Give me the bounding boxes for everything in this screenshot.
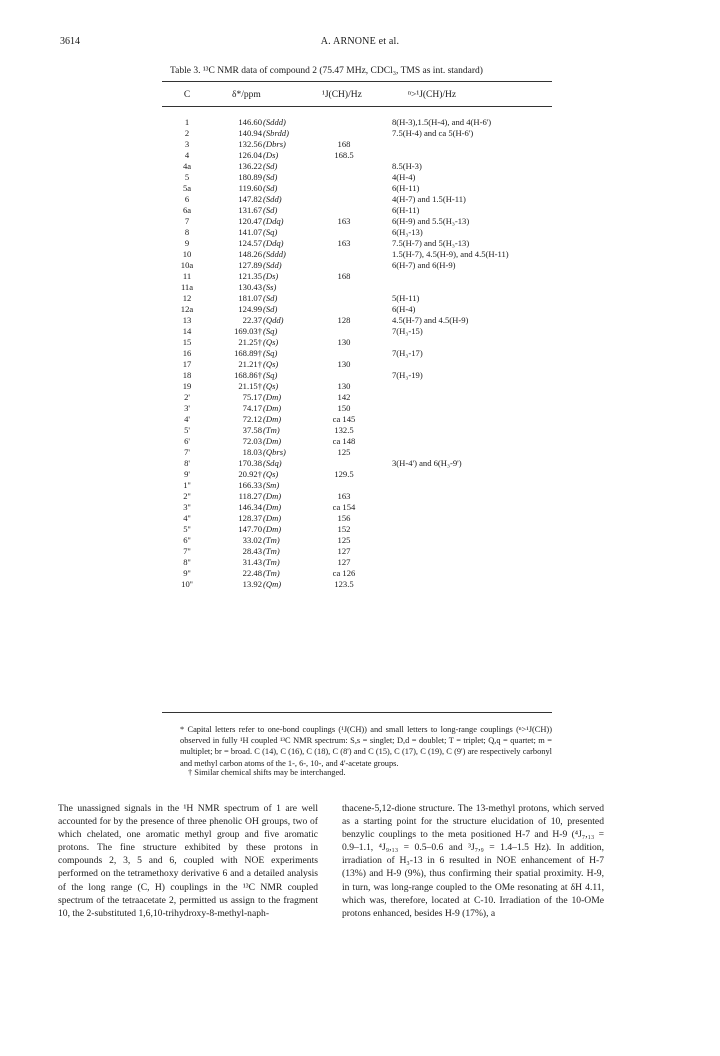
one-bond-j-cell: 130 [337,359,351,369]
shift-cell: 124.57 [238,238,262,248]
multiplicity-cell: (Dm) [263,414,282,424]
multiplicity-cell: (Qs) [263,337,279,347]
one-bond-j-cell: ca 126 [332,568,356,578]
long-range-j-cell: 6(H-7) and 6(H-9) [392,260,456,270]
long-range-j-cell: 1.5(H-7), 4.5(H-9), and 4.5(H-11) [392,249,509,259]
shift-cell: 166.33 [238,480,262,490]
one-bond-j-cell: 168 [337,271,351,281]
column-header-carbon: C [183,90,191,100]
shift-cell: 21.25† [238,337,262,347]
shift-cell: 148.26 [238,249,262,259]
shift-cell: 13.92 [242,579,262,589]
multiplicity-cell: (Ddq) [263,238,284,248]
multiplicity-cell: (Sd) [263,183,278,193]
multiplicity-cell: (Qbrs) [263,447,286,457]
carbon-cell: 11 [182,271,192,281]
one-bond-j-cell: 125 [337,535,351,545]
carbon-cell: 2'' [183,491,191,501]
one-bond-j-cell: 152 [337,524,351,534]
long-range-j-cell: 7(H₃-19) [392,370,423,380]
table-top-rule [162,81,552,82]
shift-cell: 21.15† [238,381,262,391]
shift-cell: 169.03† [234,326,262,336]
one-bond-j-cell: 127 [337,546,351,556]
shift-cell: 128.37 [238,513,262,523]
multiplicity-cell: (Dbrs) [263,139,286,149]
one-bond-j-cell: ca 145 [332,414,356,424]
long-range-j-cell: 3(H-4') and 6(H₃-9') [392,458,462,468]
shift-cell: 74.17 [242,403,262,413]
carbon-cell: 8' [184,458,190,468]
shift-cell: 21.21† [238,359,262,369]
multiplicity-cell: (Dm) [263,524,282,534]
table-footnote-dagger: † Similar chemical shifts may be interchanged. [188,768,346,777]
multiplicity-cell: (Sd) [263,304,278,314]
carbon-cell: 4' [184,414,190,424]
column-header-shift: δ*/ppm [232,90,261,100]
shift-cell: 31.43 [242,557,262,567]
shift-cell: 33.02 [242,535,262,545]
shift-cell: 127.89 [238,260,262,270]
long-range-j-cell: 7.5(H-7) and 5(H₃-13) [392,238,470,248]
carbon-cell: 8 [184,227,190,237]
multiplicity-cell: (Sddd) [263,249,286,259]
column-header-one-bond-j: ¹J(CH)/Hz [322,90,362,100]
multiplicity-cell: (Ddq) [263,216,284,226]
carbon-cell: 10a [180,260,194,270]
multiplicity-cell: (Sd) [263,161,278,171]
carbon-cell: 13 [182,315,192,325]
shift-cell: 146.34 [238,502,262,512]
long-range-j-cell: 7.5(H-4) and ca 5(H-6') [392,128,474,138]
carbon-cell: 5a [182,183,192,193]
multiplicity-cell: (Sd) [263,205,278,215]
shift-cell: 20.92† [238,469,262,479]
multiplicity-cell: (Sd) [263,172,278,182]
shift-cell: 72.03 [242,436,262,446]
multiplicity-cell: (Tm) [263,568,280,578]
shift-cell: 170.38 [238,458,262,468]
multiplicity-cell: (Sm) [263,480,280,490]
one-bond-j-cell: 128 [337,315,351,325]
body-text-right-column: thacene-5,12-dione structure. The 13-methyl protons, which served as a starting point for the structure elucidation of 10, presented benzylic couplings to the meta positioned H-7 and H-9 (⁴J₇,₁₃ = 0.9–1.1, ⁴J₉,₁₃ = 0.5–0.6 and ³J₇,₉ = 1.4–1.5 Hz). In addition, irradiation of H₃-13 in 6 resulted in NOE enhancement of H-7 (13%) and H-9 (9%), thus confirming their spatial proximity. H-9, in turn, was long-range coupled to the OMe resonating at δH 4.11, which was, therefore, located at C-10. Irradiation of the 10-OMe protons enhanced, besides H-9 (17%), a [342,803,604,919]
one-bond-j-cell: 129.5 [334,469,354,479]
carbon-cell: 12a [180,304,194,314]
carbon-cell: 19 [182,381,192,391]
multiplicity-cell: (Qdd) [263,315,284,325]
carbon-cell: 9' [184,469,190,479]
one-bond-j-cell: 142 [337,392,351,402]
multiplicity-cell: (Qm) [263,579,282,589]
shift-cell: 37.58 [242,425,262,435]
body-text-left-column: The unassigned signals in the ¹H NMR spectrum of 1 are well accounted for by the presence of three phenolic OH groups, two of which chelated, one aromatic methyl group and five aromatic protons. The fine structure exhibited by these protons in compounds 2, 3, 5 and 6, coupled with NOE experiments performed on the tetramethoxy derivative 6 and a detailed analysis of the long range (C, H) couplings in the ¹³C NMR coupled spectrum of the tetraacetate 2, permitted us assign to the fragment 10, the 2-substituted 1,6,10-trihydroxy-8-methyl-naph- [58,803,318,919]
one-bond-j-cell: 132.5 [334,425,354,435]
carbon-cell: 6a [182,205,192,215]
one-bond-j-cell: 163 [337,216,351,226]
multiplicity-cell: (Qs) [263,381,279,391]
multiplicity-cell: (Dm) [263,491,282,501]
carbon-cell: 2 [184,128,190,138]
one-bond-j-cell: 127 [337,557,351,567]
shift-cell: 28.43 [242,546,262,556]
carbon-cell: 1'' [183,480,191,490]
long-range-j-cell: 7(H₃-15) [392,326,423,336]
shift-cell: 119.60 [238,183,262,193]
long-range-j-cell: 7(H₃-17) [392,348,423,358]
shift-cell: 121.35 [238,271,262,281]
shift-cell: 140.94 [238,128,262,138]
carbon-cell: 6 [184,194,190,204]
long-range-j-cell: 6(H-4) [392,304,416,314]
multiplicity-cell: (Qs) [263,359,279,369]
one-bond-j-cell: 168.5 [334,150,354,160]
carbon-cell: 17 [182,359,192,369]
one-bond-j-cell: 125 [337,447,351,457]
multiplicity-cell: (Dm) [263,436,282,446]
multiplicity-cell: (Sdd) [263,260,282,270]
carbon-cell: 1 [184,117,190,127]
multiplicity-cell: (Tm) [263,425,280,435]
one-bond-j-cell: 130 [337,337,351,347]
carbon-cell: 14 [182,326,192,336]
page-number: 3614 [60,36,80,47]
running-head: A. ARNONE et al. [320,36,400,47]
one-bond-j-cell: 156 [337,513,351,523]
shift-cell: 18.03 [242,447,262,457]
page-header [0,36,720,50]
carbon-cell: 10 [182,249,192,259]
table-footnote: * Capital letters refer to one-bond couplings (¹J(CH)) and small letters to long-range couplings (ⁿ>¹J(CH)) observed in fully ¹H coupled ¹³C NMR spectrum: S,s = singlet; D,d = doublet; T = triplet; Q,q = quartet; m = multiplet; br = broad. C (14), C (16), C (18), C (8') and C (15), C (17), C (19), C (9') are respectively carbonyl and methyl carbon atoms of the 1-, 6-, 10-, and 4'-acetate groups. [180,725,552,768]
carbon-cell: 4a [182,161,192,171]
shift-cell: 136.22 [238,161,262,171]
long-range-j-cell: 6(H-9) and 5.5(H₃-13) [392,216,470,226]
multiplicity-cell: (Qs) [263,469,279,479]
one-bond-j-cell: 163 [337,238,351,248]
carbon-cell: 15 [182,337,192,347]
multiplicity-cell: (Sddd) [263,117,286,127]
shift-cell: 147.70 [238,524,262,534]
carbon-cell: 16 [182,348,192,358]
shift-cell: 124.99 [238,304,262,314]
multiplicity-cell: (Ss) [263,282,277,292]
long-range-j-cell: 5(H-11) [392,293,420,303]
table-header-rule [162,106,552,107]
carbon-cell: 3' [184,403,190,413]
long-range-j-cell: 8(H-3),1.5(H-4), and 4(H-6') [392,117,492,127]
carbon-cell: 7'' [183,546,191,556]
shift-cell: 131.67 [238,205,262,215]
carbon-cell: 5'' [183,524,191,534]
shift-cell: 120.47 [238,216,262,226]
multiplicity-cell: (Sdq) [263,458,282,468]
carbon-cell: 12 [182,293,192,303]
shift-cell: 126.04 [238,150,262,160]
long-range-j-cell: 8.5(H-3) [392,161,422,171]
shift-cell: 118.27 [238,491,262,501]
multiplicity-cell: (Tm) [263,535,280,545]
multiplicity-cell: (Dm) [263,502,282,512]
long-range-j-cell: 6(H-11) [392,183,420,193]
one-bond-j-cell: ca 148 [332,436,356,446]
multiplicity-cell: (Sd) [263,293,278,303]
carbon-cell: 7 [184,216,190,226]
carbon-cell: 7' [184,447,190,457]
carbon-cell: 18 [182,370,192,380]
shift-cell: 147.82 [238,194,262,204]
shift-cell: 180.89 [238,172,262,182]
shift-cell: 141.07 [238,227,262,237]
carbon-cell: 5 [184,172,190,182]
shift-cell: 181.07 [238,293,262,303]
long-range-j-cell: 4(H-4) [392,172,416,182]
table-caption: Table 3. ¹³C NMR data of compound 2 (75.47 MHz, CDCl₃, TMS as int. standard) [170,66,483,76]
long-range-j-cell: 4(H-7) and 1.5(H-11) [392,194,466,204]
shift-cell: 132.56 [238,139,262,149]
carbon-cell: 6'' [183,535,191,545]
multiplicity-cell: (Dm) [263,513,282,523]
shift-cell: 146.60 [238,117,262,127]
carbon-cell: 6' [184,436,190,446]
multiplicity-cell: (Tm) [263,557,280,567]
one-bond-j-cell: 130 [337,381,351,391]
table-bottom-rule [162,712,552,713]
multiplicity-cell: (Ds) [263,150,279,160]
shift-cell: 168.86† [234,370,262,380]
shift-cell: 130.43 [238,282,262,292]
carbon-cell: 9 [184,238,190,248]
multiplicity-cell: (Sq) [263,348,278,358]
multiplicity-cell: (Dm) [263,392,282,402]
one-bond-j-cell: 123.5 [334,579,354,589]
multiplicity-cell: (Sq) [263,326,278,336]
long-range-j-cell: 6(H-11) [392,205,420,215]
carbon-cell: 10'' [181,579,193,589]
carbon-cell: 11a [180,282,194,292]
shift-cell: 22.37 [242,315,262,325]
column-header-long-range-j: ⁿ>¹J(CH)/Hz [408,90,457,100]
one-bond-j-cell: 163 [337,491,351,501]
multiplicity-cell: (Dm) [263,403,282,413]
carbon-cell: 2' [184,392,190,402]
multiplicity-cell: (Sbrdd) [263,128,289,138]
carbon-cell: 9'' [183,568,191,578]
multiplicity-cell: (Ds) [263,271,279,281]
carbon-cell: 4 [184,150,190,160]
shift-cell: 22.48 [242,568,262,578]
multiplicity-cell: (Sdd) [263,194,282,204]
one-bond-j-cell: 168 [337,139,351,149]
carbon-cell: 5' [184,425,190,435]
carbon-cell: 8'' [183,557,191,567]
multiplicity-cell: (Sq) [263,370,278,380]
long-range-j-cell: 4.5(H-7) and 4.5(H-9) [392,315,469,325]
one-bond-j-cell: ca 154 [332,502,356,512]
carbon-cell: 4'' [183,513,191,523]
carbon-cell: 3 [184,139,190,149]
shift-cell: 72.12 [242,414,262,424]
shift-cell: 168.89† [234,348,262,358]
shift-cell: 75.17 [242,392,262,402]
multiplicity-cell: (Tm) [263,546,280,556]
one-bond-j-cell: 150 [337,403,351,413]
carbon-cell: 3'' [183,502,191,512]
long-range-j-cell: 6(H₃-13) [392,227,423,237]
multiplicity-cell: (Sq) [263,227,278,237]
